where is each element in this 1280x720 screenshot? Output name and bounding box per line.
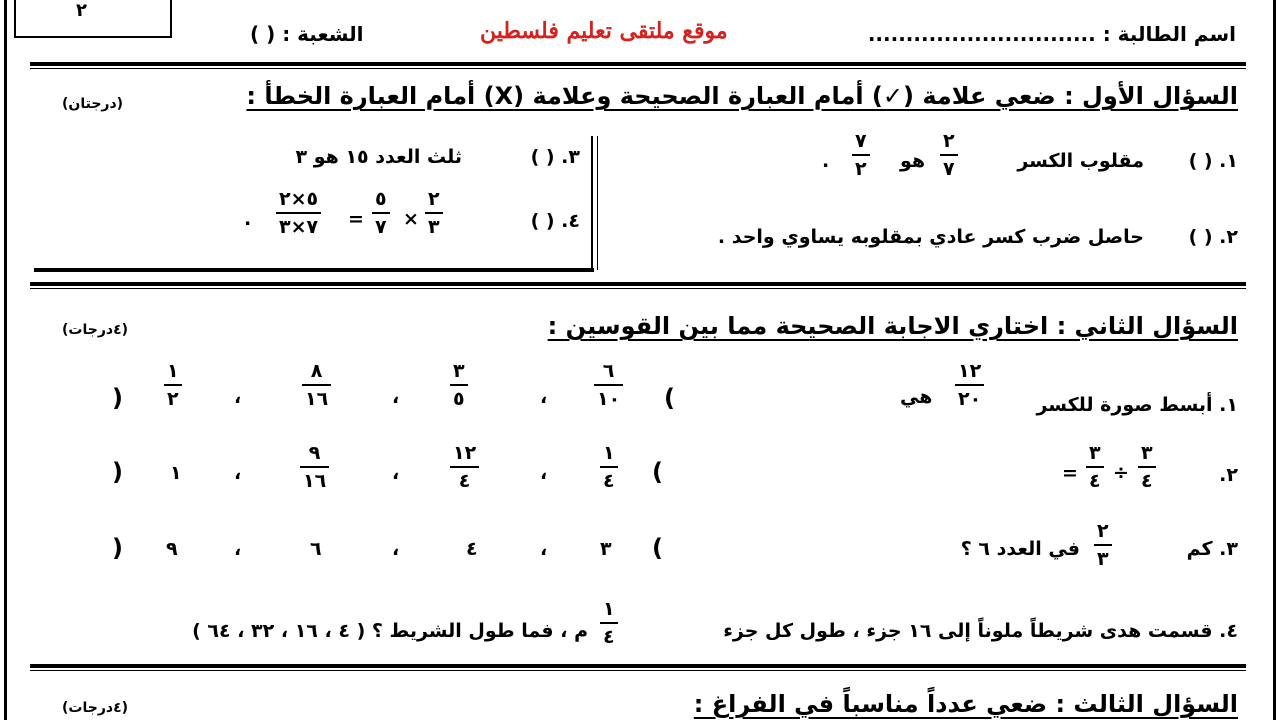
site-name: موقع ملتقى تعليم فلسطين <box>480 18 728 44</box>
q2-item2-option-2: ١٢ ٤ <box>450 444 479 491</box>
q2-item3-option-4: ٩ <box>166 538 178 560</box>
q2-item1-sep-3: ، <box>234 386 242 408</box>
header-divider-thin <box>30 68 1246 69</box>
q2-item1-sep-1: ، <box>540 386 548 408</box>
q2-item2-fraction-a: ٣ ٤ <box>1138 444 1156 491</box>
q2-item1-sep-2: ، <box>392 386 400 408</box>
q2-item4-text-b: م ، فما طول الشريط ؟ ( ٤ ، ١٦ ، ٣٢ ، ٦٤ ) <box>192 620 588 642</box>
q1-item4-end: . <box>244 208 252 230</box>
q2-item3-tail: في العدد ٦ ؟ <box>960 538 1080 560</box>
q2-item2-option-4: ١ <box>170 462 182 484</box>
q1-item1-fraction-b: ٧ ٢ <box>852 132 870 179</box>
q2-item3-fraction: ٢ ٣ <box>1094 522 1112 569</box>
q1-title: السؤال الأول : ضعي علامة (✓) أمام العبارة الصحيحة وعلامة (X) أمام العبارة الخطأ : <box>246 82 1238 110</box>
q1-item1-number: ١. ( ) <box>1188 150 1238 172</box>
q2-item2-equals: = <box>1062 462 1078 484</box>
q1-item4-fraction-a: ٢ ٣ <box>425 190 443 237</box>
q2-item2-label: ٢. <box>1219 464 1238 486</box>
q2-item4-fraction: ١ ٤ <box>600 600 618 647</box>
q3-marks: (٤درجات) <box>62 700 129 716</box>
q2-item3-sep-2: ، <box>392 538 400 560</box>
q2-item2-option-3: ٩ ١٦ <box>300 444 329 491</box>
q2-item3-sep-1: ، <box>540 538 548 560</box>
q1-column-divider <box>591 136 593 270</box>
q2-item2-divide: ÷ <box>1113 462 1129 484</box>
q1-bottom-divider <box>30 282 1246 286</box>
q1-left-bottom-line <box>34 268 594 272</box>
q2-bottom-divider-thin <box>30 670 1246 671</box>
section-label: الشعبة : ( ) <box>250 22 364 46</box>
q2-item2-sep-2: ، <box>392 462 400 484</box>
q1-item1-text: مقلوب الكسر <box>1017 150 1144 172</box>
q2-bottom-divider <box>30 664 1246 668</box>
q1-item2-number: ٢. ( ) <box>1188 226 1238 248</box>
grade-box-text: ٢ <box>76 0 87 21</box>
q2-item2-option-1: ١ ٤ <box>600 444 618 491</box>
q1-item1-end: . <box>822 150 830 172</box>
student-name-field: اسم الطالبة : .............................. <box>867 22 1236 46</box>
q2-item2-open-paren: ( <box>652 458 663 486</box>
q2-marks: (٤درجات) <box>62 322 129 338</box>
header-divider <box>30 62 1246 66</box>
page-border-right <box>1273 0 1276 720</box>
q2-item3-option-2: ٤ <box>466 538 478 560</box>
q1-item4-number: ٤. ( ) <box>530 210 580 232</box>
q2-item1-option-2: ٣ ٥ <box>450 362 468 409</box>
q2-item1-open-paren: ( <box>664 384 675 412</box>
q2-item2-sep-1: ، <box>540 462 548 484</box>
q1-item3-number: ٣. ( ) <box>530 146 580 168</box>
q2-item2-close-paren: ) <box>112 458 123 486</box>
q1-item2-text: حاصل ضرب كسر عادي بمقلوبه يساوي واحد . <box>717 226 1144 248</box>
q1-item1-mid: هو <box>900 150 926 172</box>
q2-item1-option-3: ٨ ١٦ <box>302 362 331 409</box>
q1-item1-fraction-a: ٢ ٧ <box>940 132 958 179</box>
q2-item1-close-paren: ) <box>112 384 123 412</box>
q2-item1-tail: هي <box>900 386 933 408</box>
q2-item1-label: ١. أبسط صورة للكسر <box>1036 394 1238 416</box>
q2-item2-sep-3: ، <box>234 462 242 484</box>
q2-title: السؤال الثاني : اختاري الاجابة الصحيحة مما بين القوسين : <box>547 312 1238 340</box>
q2-item2-fraction-b: ٣ ٤ <box>1086 444 1104 491</box>
q2-item1-fraction: ١٢ ٢٠ <box>955 362 984 409</box>
q3-title: السؤال الثالث : ضعي عدداً مناسباً في الفراغ : <box>693 690 1238 718</box>
q1-marks: (درجتان) <box>62 96 124 112</box>
q2-item3-option-1: ٣ <box>600 538 612 560</box>
q2-item3-option-3: ٦ <box>310 538 322 560</box>
q2-item3-sep-3: ، <box>234 538 242 560</box>
q2-item4-text-a: ٤. قسمت هدى شريطاً ملوناً إلى ١٦ جزء ، طول كل جزء <box>723 620 1238 642</box>
q2-item3-label: ٣. كم <box>1186 538 1238 560</box>
q1-item4-fraction-c: ٥×٢ ٧×٣ <box>276 190 321 237</box>
q2-item1-option-1: ٦ ١٠ <box>594 362 623 409</box>
q2-item1-option-4: ١ ٢ <box>164 362 182 409</box>
q1-item4-fraction-b: ٥ ٧ <box>372 190 390 237</box>
q1-item4-times: × <box>403 208 419 230</box>
page-border-left <box>4 0 7 720</box>
q1-item3-text: ثلث العدد ١٥ هو ٣ <box>295 146 462 168</box>
q1-bottom-divider-thin <box>30 288 1246 289</box>
q1-item4-equals: = <box>348 208 364 230</box>
q1-column-divider-thin <box>597 136 598 270</box>
q2-item3-open-paren: ( <box>652 534 663 562</box>
grade-box <box>14 0 172 38</box>
q2-item3-close-paren: ) <box>112 534 123 562</box>
